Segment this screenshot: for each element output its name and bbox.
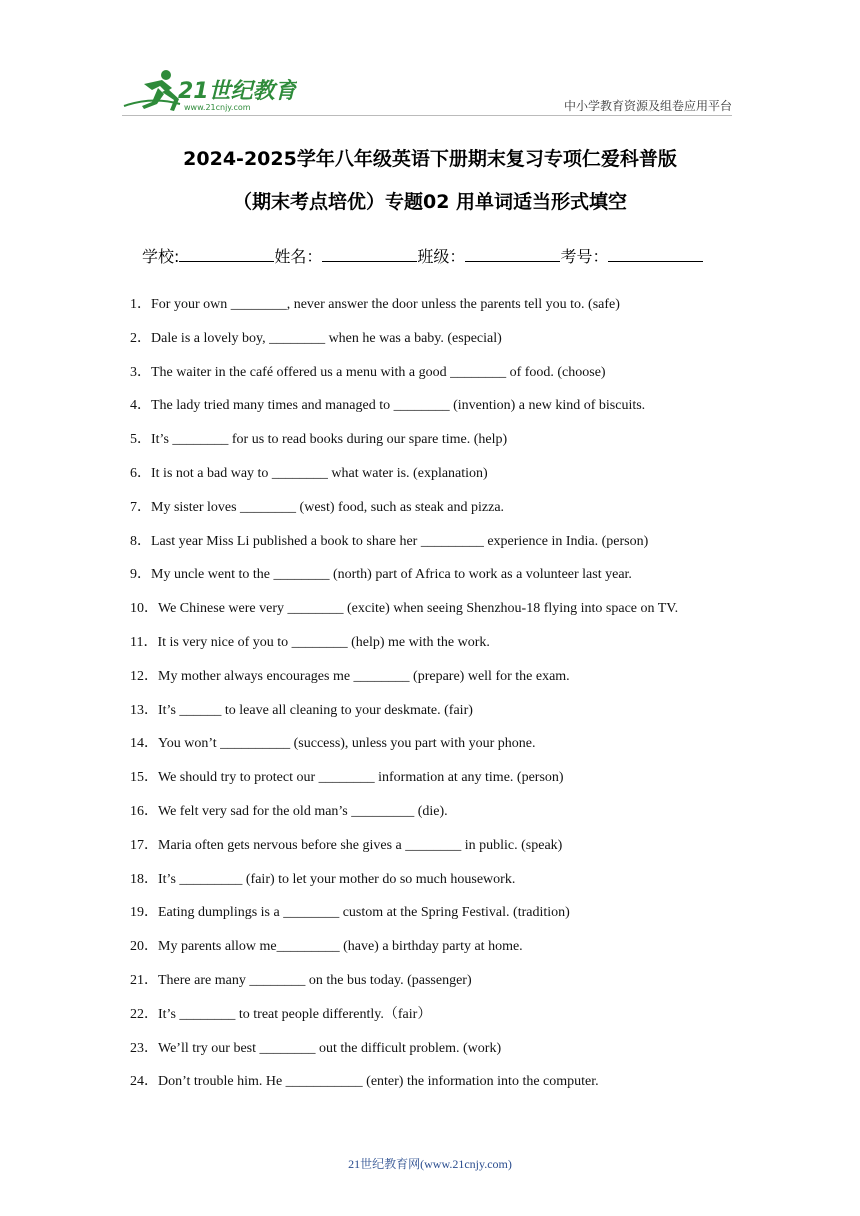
page-title: 2024-2025学年八年级英语下册期末复习专项仁爱科普版 — [183, 148, 677, 170]
question-item: 24．Don’t trouble him. He ___________ (enter) the information into the computer. — [130, 1074, 599, 1090]
question-item: 7．My sister loves ________ (west) food, such as steak and pizza. — [130, 499, 505, 515]
question-item: 22．It’s ________ to treat people differently.（fair） — [130, 1006, 432, 1022]
question-item: 10．We Chinese were very ________ (excite) when seeing Shenzhou-18 flying into space on TV. — [130, 601, 679, 617]
question-item: 12．My mother always encourages me ________ (prepare) well for the exam. — [130, 668, 570, 684]
name-label: 姓名： — [274, 247, 323, 266]
question-item: 20．My parents allow me_________ (have) a birthday party at home. — [130, 939, 523, 955]
question-item: 23．We’ll try our best ________ out the difficult problem. (work) — [130, 1040, 502, 1056]
question-item: 19．Eating dumplings is a ________ custom at the Spring Festival. (tradition) — [130, 905, 570, 921]
question-item: 8．Last year Miss Li published a book to share her _________ experience in India. (person) — [130, 533, 649, 549]
header-tagline: 中小学教育资源及组卷应用平台 — [563, 99, 732, 113]
logo-text: 21世纪教育 — [178, 79, 297, 104]
question-item: 18．It’s _________ (fair) to let your mother do so much housework. — [130, 871, 516, 887]
question-item: 9．My uncle went to the ________ (north) part of Africa to work as a volunteer last year. — [130, 567, 632, 583]
question-item: 13．It’s ______ to leave all cleaning to your deskmate. (fair) — [130, 702, 473, 718]
footer-link[interactable]: 21世纪教育网(www.21cnjy.com) — [348, 1157, 512, 1171]
class-blank[interactable] — [465, 247, 560, 262]
question-list — [130, 295, 750, 1106]
question-item: 15．We should try to protect our ________ information at any time. (person) — [130, 770, 564, 786]
question-item: 3．The waiter in the café offered us a menu with a good ________ of food. (choose) — [130, 364, 606, 380]
logo-url: www.21cnjy.com — [184, 103, 251, 112]
student-info-row — [142, 244, 703, 267]
school-label: 学校: — [142, 247, 180, 266]
question-item: 21．There are many ________ on the bus today. (passenger) — [130, 972, 472, 988]
page-subtitle: （期末考点培优）专题02 用单词适当形式填空 — [232, 191, 628, 213]
question-item: 1．For your own ________, never answer the door unless the parents tell you to. (safe) — [130, 297, 620, 312]
question-item: 14．You won’t __________ (success), unless you part with your phone. — [130, 736, 536, 752]
class-label: 班级： — [417, 247, 466, 266]
question-item: 5．It’s ________ for us to read books during our spare time. (help) — [130, 432, 508, 448]
question-item: 4．The lady tried many times and managed to ________ (invention) a new kind of biscuits. — [130, 398, 646, 414]
question-item: 2．Dale is a lovely boy, ________ when he was a baby. (especial) — [130, 330, 502, 346]
question-item: 17．Maria often gets nervous before she gives a ________ in public. (speak) — [130, 837, 563, 853]
site-logo — [122, 66, 297, 116]
number-label: 考号： — [560, 247, 609, 266]
school-blank[interactable] — [179, 247, 274, 262]
question-item: 6．It is not a bad way to ________ what water is. (explanation) — [130, 465, 488, 481]
question-item: 16．We felt very sad for the old man’s _________ (die). — [130, 803, 448, 819]
question-item: 11．It is very nice of you to ________ (help) me with the work. — [130, 634, 490, 650]
name-blank[interactable] — [322, 247, 417, 262]
number-blank[interactable] — [608, 247, 703, 262]
header-divider — [122, 115, 732, 116]
